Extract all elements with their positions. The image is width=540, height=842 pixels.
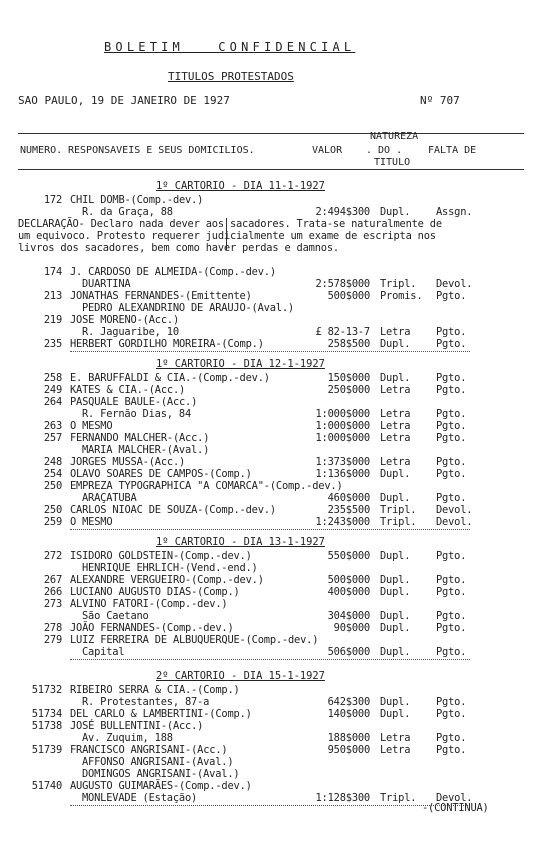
entry-reason: Pgto.	[436, 372, 467, 384]
entry-value: 1:373$000	[315, 456, 370, 468]
entry-title-type: Letra	[380, 408, 411, 420]
entry-number: 249	[43, 384, 62, 396]
entry-name: DOMINGOS ANGRISANI-(Aval.)	[82, 768, 240, 780]
entry-name: DUARTINA	[82, 278, 131, 290]
entry-reason: Pgto.	[436, 338, 467, 350]
entry-name: PEDRO ALEXANDRINO DE ARAUJO-(Aval.)	[82, 302, 294, 314]
entry-name: RIBEIRO SERRA & CIA.-(Comp.)	[70, 684, 240, 696]
entry-reason: Pgto.	[436, 408, 467, 420]
entry-title-type: Letra	[380, 326, 411, 338]
entry-reason: Devol.	[436, 278, 473, 290]
entry-title-type: Promis.	[380, 290, 423, 302]
entry-name: E. BARUFFALDI & CIA.-(Comp.-dev.)	[70, 372, 270, 384]
entry-reason: Devol.	[436, 516, 473, 528]
bracket-mark	[226, 218, 231, 250]
entry-name: LUIZ FERREIRA DE ALBUQUERQUE-(Comp.-dev.)	[70, 634, 319, 646]
entry-value: 90$000	[333, 622, 370, 634]
entry-name: R. Jaguaribe, 10	[82, 326, 179, 338]
entry-reason: Pgto.	[436, 622, 467, 634]
col-falta: FALTA DE	[428, 145, 477, 156]
entry-title-type: Tripl.	[380, 278, 417, 290]
entry-value: 2:578$000	[315, 278, 370, 290]
entry-name: J. CARDOSO DE ALMEIDA-(Comp.-dev.)	[70, 266, 276, 278]
entry-reason: Pgto.	[436, 708, 467, 720]
entry-title-type: Dupl.	[380, 622, 411, 634]
entry-title-type: Dupl.	[380, 708, 411, 720]
entry-name: PASQUALE BAULE-(Acc.)	[70, 396, 198, 408]
section-end-rule	[70, 351, 470, 352]
entry-value: 950$000	[327, 744, 370, 756]
entry-reason: Pgto.	[436, 744, 467, 756]
entry-number: 250	[43, 504, 62, 516]
entry-name: ALEXANDRE VERGUEIRO-(Comp.-dev.)	[70, 574, 264, 586]
col-numero: NUMERO.	[20, 145, 63, 156]
entry-name: FERNANDO MALCHER-(Acc.)	[70, 432, 210, 444]
entry-number: 254	[43, 468, 62, 480]
entry-number: 259	[43, 516, 62, 528]
entry-name: AFFONSO ANGRISANI-(Aval.)	[82, 756, 234, 768]
entry-name: JOSE MORENO-(Acc.)	[70, 314, 180, 326]
entry-name: LUCIANO AUGUSTO DIAS-(Comp.)	[70, 586, 240, 598]
entry-name: R. Protestantes, 87-a	[82, 696, 210, 708]
entry-name: JOÃO FERNANDES-(Comp.-dev.)	[70, 622, 234, 634]
entry-reason: Pgto.	[436, 732, 467, 744]
entry-title-type: Dupl.	[380, 550, 411, 562]
entry-value: 1:000$000	[315, 432, 370, 444]
entry-reason: Devol.	[436, 792, 473, 804]
entry-number: 273	[43, 598, 62, 610]
entry-name: ISIDORO GOLDSTEIN-(Comp.-dev.)	[70, 550, 252, 562]
bulletin-number: Nº 707	[420, 94, 460, 107]
entry-value: 1:128$300	[315, 792, 370, 804]
entry-title-type: Tripl.	[380, 504, 417, 516]
entry-name: EMPREZA TYPOGRAPHICA "A COMARCA"-(Comp.-dev.)	[70, 480, 343, 492]
entry-value: 1:136$000	[315, 468, 370, 480]
entry-name: O MESMO	[70, 420, 113, 432]
entry-reason: Pgto.	[436, 574, 467, 586]
entry-reason: Pgto.	[436, 468, 467, 480]
entry-name: ARAÇATUBA	[82, 492, 137, 504]
entry-number: 51734	[31, 708, 62, 720]
entry-title-type: Letra	[380, 432, 411, 444]
entry-reason: Pgto.	[436, 492, 467, 504]
entry-title-type: Dupl.	[380, 586, 411, 598]
entry-name: OLAVO SOARES DE CAMPOS-(Comp.)	[70, 468, 252, 480]
entry-value: 400$000	[327, 586, 370, 598]
col-responsaveis: RESPONSAVEIS E SEUS DOMICILIOS.	[68, 145, 255, 156]
entry-reason: Pgto.	[436, 290, 467, 302]
col-do: . DO .	[366, 145, 403, 156]
entry-reason: Pgto.	[436, 384, 467, 396]
col-natureza: NATUREZA	[370, 131, 419, 142]
entry-number: 235	[43, 338, 62, 350]
entry-reason: Pgto.	[436, 420, 467, 432]
entry-name: JORGES MUSSA-(Acc.)	[70, 456, 186, 468]
entry-reason: Pgto.	[436, 646, 467, 658]
entry-title-type: Tripl.	[380, 792, 417, 804]
entry-name: CHIL DOMB-(Comp.-dev.)	[70, 194, 204, 206]
entry-name: Av. Zuquim, 188	[82, 732, 173, 744]
entry-reason: Pgto.	[436, 696, 467, 708]
entry-value: 460$000	[327, 492, 370, 504]
entry-reason: Pgto.	[436, 456, 467, 468]
entry-title-type: Dupl.	[380, 610, 411, 622]
entry-value: 140$000	[327, 708, 370, 720]
entry-name: DEL CARLO & LAMBERTINI-(Comp.)	[70, 708, 252, 720]
entry-number: 250	[43, 480, 62, 492]
entry-name: MARIA MALCHER-(Aval.)	[82, 444, 210, 456]
col-titulo: TITULO	[374, 157, 411, 168]
entry-name: FRANCISCO ANGRISANI-(Acc.)	[70, 744, 228, 756]
entry-value: 235$500	[327, 504, 370, 516]
section-end-rule	[70, 805, 470, 806]
header-rule-top	[18, 133, 524, 134]
entry-name: JOSÉ BULLENTINI-(Acc.)	[70, 720, 204, 732]
entry-number: 51732	[31, 684, 62, 696]
entry-number: 258	[43, 372, 62, 384]
entry-name: ALVINO FATORI-(Comp.-dev.)	[70, 598, 228, 610]
entry-name: São Caetano	[82, 610, 149, 622]
entry-name: HERBERT GORDILHO MOREIRA-(Comp.)	[70, 338, 264, 350]
place-date: SAO PAULO, 19 DE JANEIRO DE 1927	[18, 94, 230, 107]
entry-number: 272	[43, 550, 62, 562]
entry-reason: Pgto.	[436, 432, 467, 444]
entry-number: 172	[43, 194, 62, 206]
entry-title-type: Letra	[380, 384, 411, 396]
entry-value: 2:494$300	[315, 206, 370, 218]
section-title: 2º CARTORIO - DIA 15-1-1927	[156, 670, 325, 682]
document-subtitle: TITULOS PROTESTADOS	[168, 70, 294, 83]
section-title: 1º CARTORIO - DIA 11-1-1927	[156, 180, 325, 192]
entry-value: 258$500	[327, 338, 370, 350]
entry-value: 250$000	[327, 384, 370, 396]
entry-value: 1:243$000	[315, 516, 370, 528]
entry-number: 264	[43, 396, 62, 408]
entry-name: R. Fernão Dias, 84	[82, 408, 192, 420]
entry-title-type: Dupl.	[380, 372, 411, 384]
entry-number: 213	[43, 290, 62, 302]
entry-value: 188$000	[327, 732, 370, 744]
entry-title-type: Letra	[380, 456, 411, 468]
entry-title-type: Dupl.	[380, 574, 411, 586]
document-title: BOLETIM CONFIDENCIAL	[104, 40, 356, 54]
entry-reason: Pgto.	[436, 586, 467, 598]
entry-value: 500$000	[327, 574, 370, 586]
entry-name: O MESMO	[70, 516, 113, 528]
entry-number: 263	[43, 420, 62, 432]
entry-number: 51740	[31, 780, 62, 792]
entry-value: £ 82-13-7	[315, 326, 370, 338]
entry-name: Capital	[82, 646, 125, 658]
entry-reason: Pgto.	[436, 610, 467, 622]
entry-name: MONLEVADE (Estação)	[82, 792, 198, 804]
entry-name: R. da Graça, 88	[82, 206, 173, 218]
entry-number: 257	[43, 432, 62, 444]
section-end-rule	[70, 659, 470, 660]
entry-title-type: Dupl.	[380, 468, 411, 480]
entry-number: 278	[43, 622, 62, 634]
entry-value: 506$000	[327, 646, 370, 658]
entry-title-type: Dupl.	[380, 338, 411, 350]
entry-number: 51739	[31, 744, 62, 756]
entry-number: 174	[43, 266, 62, 278]
entry-value: 150$000	[327, 372, 370, 384]
col-valor: VALOR	[312, 145, 343, 156]
entry-value: 1:000$000	[315, 420, 370, 432]
entry-value: 304$000	[327, 610, 370, 622]
entry-name: HENRIQUE EHRLICH-(Vend.-end.)	[82, 562, 258, 574]
entry-number: 267	[43, 574, 62, 586]
section-title: 1º CARTORIO - DIA 12-1-1927	[156, 358, 325, 370]
entry-value: 550$000	[327, 550, 370, 562]
entry-title-type: Dupl.	[380, 206, 411, 218]
entry-title-type: Letra	[380, 744, 411, 756]
entry-number: 266	[43, 586, 62, 598]
continua-label: -(CONTINUA)	[422, 802, 489, 814]
entry-number: 248	[43, 456, 62, 468]
entry-name: JONATHAS FERNANDES-(Emittente)	[70, 290, 252, 302]
entry-title-type: Letra	[380, 420, 411, 432]
entry-title-type: Dupl.	[380, 492, 411, 504]
entry-reason: Pgto.	[436, 326, 467, 338]
entry-value: 1:000$000	[315, 408, 370, 420]
entry-title-type: Letra	[380, 732, 411, 744]
entry-value: 642$300	[327, 696, 370, 708]
header-rule-bottom	[18, 169, 524, 170]
entry-value: 500$000	[327, 290, 370, 302]
section-title: 1º CARTORIO - DIA 13-1-1927	[156, 536, 325, 548]
entry-name: AUGUSTO GUIMARÃES-(Comp.-dev.)	[70, 780, 252, 792]
entry-reason: Devol.	[436, 504, 473, 516]
entry-reason: Pgto.	[436, 550, 467, 562]
entry-number: 51738	[31, 720, 62, 732]
entry-number: 279	[43, 634, 62, 646]
entry-title-type: Dupl.	[380, 646, 411, 658]
entry-title-type: Dupl.	[380, 696, 411, 708]
declaration-text: DECLARAÇÃO- Declaro nada dever aos sacadores. Trata-se naturalmente de um equivoco. Protesto requerer judicialmente um exame de escripta nos livros dos sacadores, bem como haver perdas e damnos.	[18, 218, 442, 254]
entry-name: KATES & CIA.-(Acc.)	[70, 384, 186, 396]
entry-title-type: Tripl.	[380, 516, 417, 528]
entry-number: 219	[43, 314, 62, 326]
section-end-rule	[70, 529, 470, 530]
entry-name: CARLOS NIOAC DE SOUZA-(Comp.-dev.)	[70, 504, 276, 516]
entry-reason: Assgn.	[436, 206, 473, 218]
